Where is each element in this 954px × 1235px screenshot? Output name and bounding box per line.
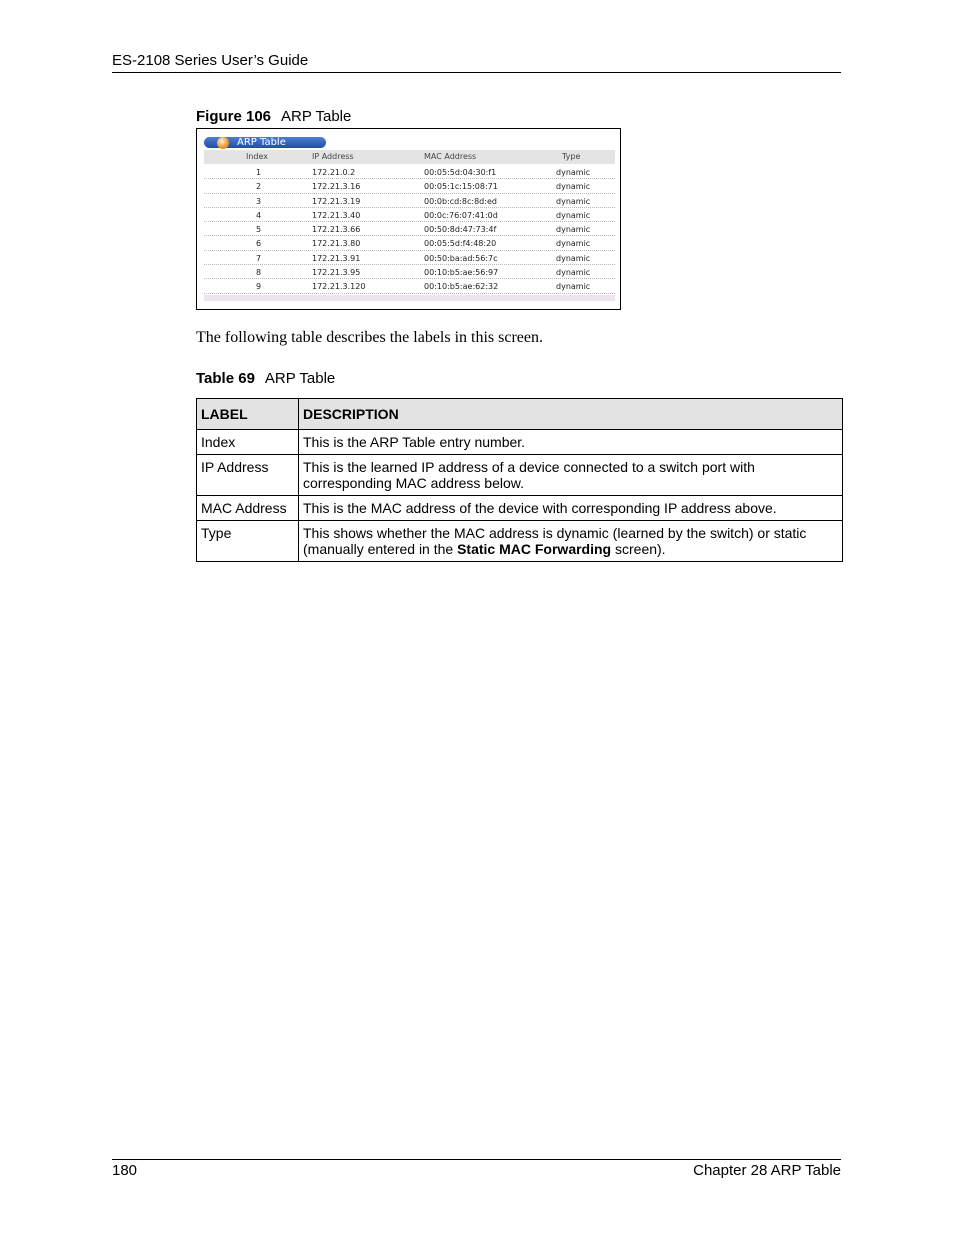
label-description-table: [196, 398, 843, 562]
figure-caption: [196, 108, 351, 125]
cell-mac-address: 00:05:5d:04:30:f1: [424, 168, 497, 177]
cell-type: dynamic: [556, 239, 591, 249]
table-row: [204, 208, 615, 222]
arp-table-body: [204, 165, 615, 294]
running-header: ES-2108 Series User’s Guide: [112, 52, 309, 69]
cell-type: dynamic: [556, 182, 591, 192]
cell-mac-address: 00:05:1c:15:08:71: [424, 182, 498, 192]
cell-index: 3: [256, 196, 262, 206]
cell-type: dynamic: [556, 168, 591, 177]
row-description: [299, 521, 843, 562]
page-number: 180: [112, 1162, 138, 1179]
cell-index: 2: [256, 182, 262, 192]
figure-caption-title: ARP Table: [281, 108, 352, 125]
column-header-label: LABEL: [197, 399, 299, 430]
cell-index: 1: [256, 168, 262, 177]
cell-type: dynamic: [556, 282, 591, 292]
description-text: This shows whether the MAC address is dynamic (learned by the switch) or static (manually entered in the: [303, 525, 807, 557]
cell-ip-address: 172.21.3.80: [312, 239, 361, 249]
arp-table-header: [204, 150, 615, 164]
cell-mac-address: 00:50:8d:47:73:4f: [424, 225, 497, 235]
description-text: screen).: [611, 541, 666, 557]
footer-rule: [112, 1159, 841, 1160]
cell-ip-address: 172.21.3.19: [312, 196, 361, 206]
cell-mac-address: 00:50:ba:ad:56:7c: [424, 253, 498, 263]
cell-index: 7: [256, 253, 262, 263]
cell-ip-address: 172.21.3.16: [312, 182, 361, 192]
cell-ip-address: 172.21.3.40: [312, 210, 361, 220]
arp-table-footer-bar: [204, 295, 615, 301]
cell-ip-address: 172.21.3.66: [312, 225, 361, 235]
table-row: [204, 279, 615, 293]
cell-ip-address: 172.21.3.91: [312, 253, 361, 263]
cell-ip-address: 172.21.3.95: [312, 268, 361, 278]
figure-caption-label: Figure 106: [196, 108, 272, 125]
cell-type: dynamic: [556, 253, 591, 263]
column-header-index: Index: [246, 152, 269, 161]
cell-mac-address: 00:10:b5:ae:62:32: [424, 282, 499, 292]
chapter-title: Chapter 28 ARP Table: [693, 1162, 841, 1179]
cell-ip-address: 172.21.3.120: [312, 282, 366, 292]
row-description: This is the MAC address of the device with corresponding IP address above.: [299, 496, 843, 521]
row-description: This is the learned IP address of a device connected to a switch port with corresponding MAC address below.: [299, 455, 843, 496]
row-label: MAC Address: [197, 496, 299, 521]
row-label: Type: [197, 521, 299, 562]
table-row: [204, 236, 615, 250]
header-rule: [112, 72, 841, 73]
cell-mac-address: 00:0c:76:07:41:0d: [424, 210, 498, 220]
screen-title-bar: [204, 137, 326, 148]
arp-table-figure: [196, 128, 621, 310]
arp-table-screen: [203, 135, 616, 303]
screen-title: ARP Table: [237, 137, 286, 148]
cell-index: 9: [256, 282, 262, 292]
column-header-type: Type: [562, 152, 581, 161]
cell-mac-address: 00:05:5d:f4:48:20: [424, 239, 497, 249]
cell-type: dynamic: [556, 196, 591, 206]
cell-index: 5: [256, 225, 262, 235]
cell-type: dynamic: [556, 268, 591, 278]
table-row: [204, 251, 615, 265]
table-row: [197, 430, 843, 455]
cell-index: 6: [256, 239, 262, 249]
table-row: [204, 194, 615, 208]
table-caption: [196, 370, 335, 387]
cell-index: 4: [256, 210, 262, 220]
row-label: Index: [197, 430, 299, 455]
table-header-row: [197, 399, 843, 430]
screen-name-emphasis: Static MAC Forwarding: [457, 541, 612, 557]
column-header-ip-address: IP Address: [312, 152, 354, 161]
orb-icon: [217, 137, 229, 149]
table-row: [197, 521, 843, 562]
table-row: [204, 265, 615, 279]
column-header-mac-address: MAC Address: [424, 152, 477, 161]
cell-type: dynamic: [556, 210, 591, 220]
table-row: [197, 496, 843, 521]
table-caption-label: Table 69: [196, 370, 255, 387]
table-row: [204, 179, 615, 193]
cell-index: 8: [256, 268, 262, 278]
table-row: [204, 165, 615, 179]
column-header-description: DESCRIPTION: [299, 399, 843, 430]
table-row: [204, 222, 615, 236]
cell-ip-address: 172.21.0.2: [312, 168, 356, 177]
row-description: This is the ARP Table entry number.: [299, 430, 843, 455]
cell-mac-address: 00:10:b5:ae:56:97: [424, 268, 499, 278]
cell-type: dynamic: [556, 225, 591, 235]
table-row: [197, 455, 843, 496]
table-caption-title: ARP Table: [264, 370, 336, 387]
cell-mac-address: 00:0b:cd:8c:8d:ed: [424, 196, 497, 206]
row-label: IP Address: [197, 455, 299, 496]
body-paragraph: The following table describes the labels in this screen.: [196, 329, 544, 346]
